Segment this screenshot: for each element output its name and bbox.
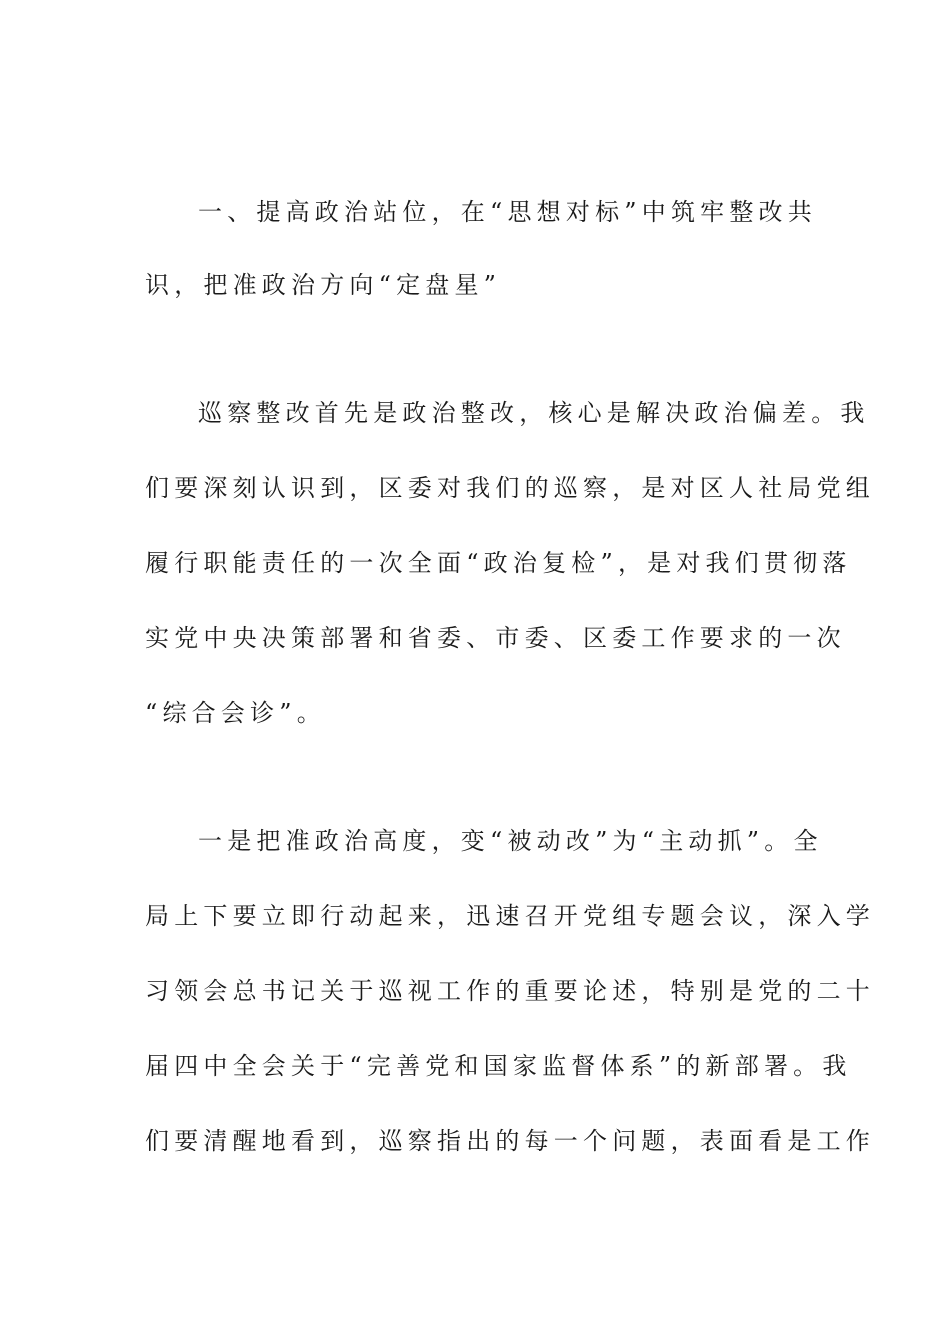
paragraph-2-line-4: 届四中全会关于“完善党和国家监督体系”的新部署。我: [145, 1052, 852, 1080]
paragraph-2-line-3: 习领会总书记关于巡视工作的重要论述，特别是党的二十: [145, 977, 875, 1005]
section-heading-line-1: 一、提高政治站位，在“思想对标”中筑牢整改共: [198, 198, 817, 226]
paragraph-2-line-2: 局上下要立即行动起来，迅速召开党组专题会议，深入学: [145, 902, 875, 930]
paragraph-2-line-1: 一是把准政治高度，变“被动改”为“主动抓”。全: [198, 827, 823, 855]
paragraph-1-line-3: 履行职能责任的一次全面“政治复检”，是对我们贯彻落: [145, 549, 852, 577]
paragraph-1-line-5: “综合会诊”。: [145, 699, 326, 727]
paragraph-1-line-2: 们要深刻认识到，区委对我们的巡察，是对区人社局党组: [145, 474, 875, 502]
paragraph-1-line-4: 实党中央决策部署和省委、市委、区委工作要求的一次: [145, 624, 846, 652]
paragraph-1-line-1: 巡察整改首先是政治整改，核心是解决政治偏差。我: [198, 399, 870, 427]
paragraph-2-line-5: 们要清醒地看到，巡察指出的每一个问题，表面看是工作: [145, 1127, 875, 1155]
section-heading-line-2: 识，把准政治方向“定盘星”: [145, 271, 502, 299]
